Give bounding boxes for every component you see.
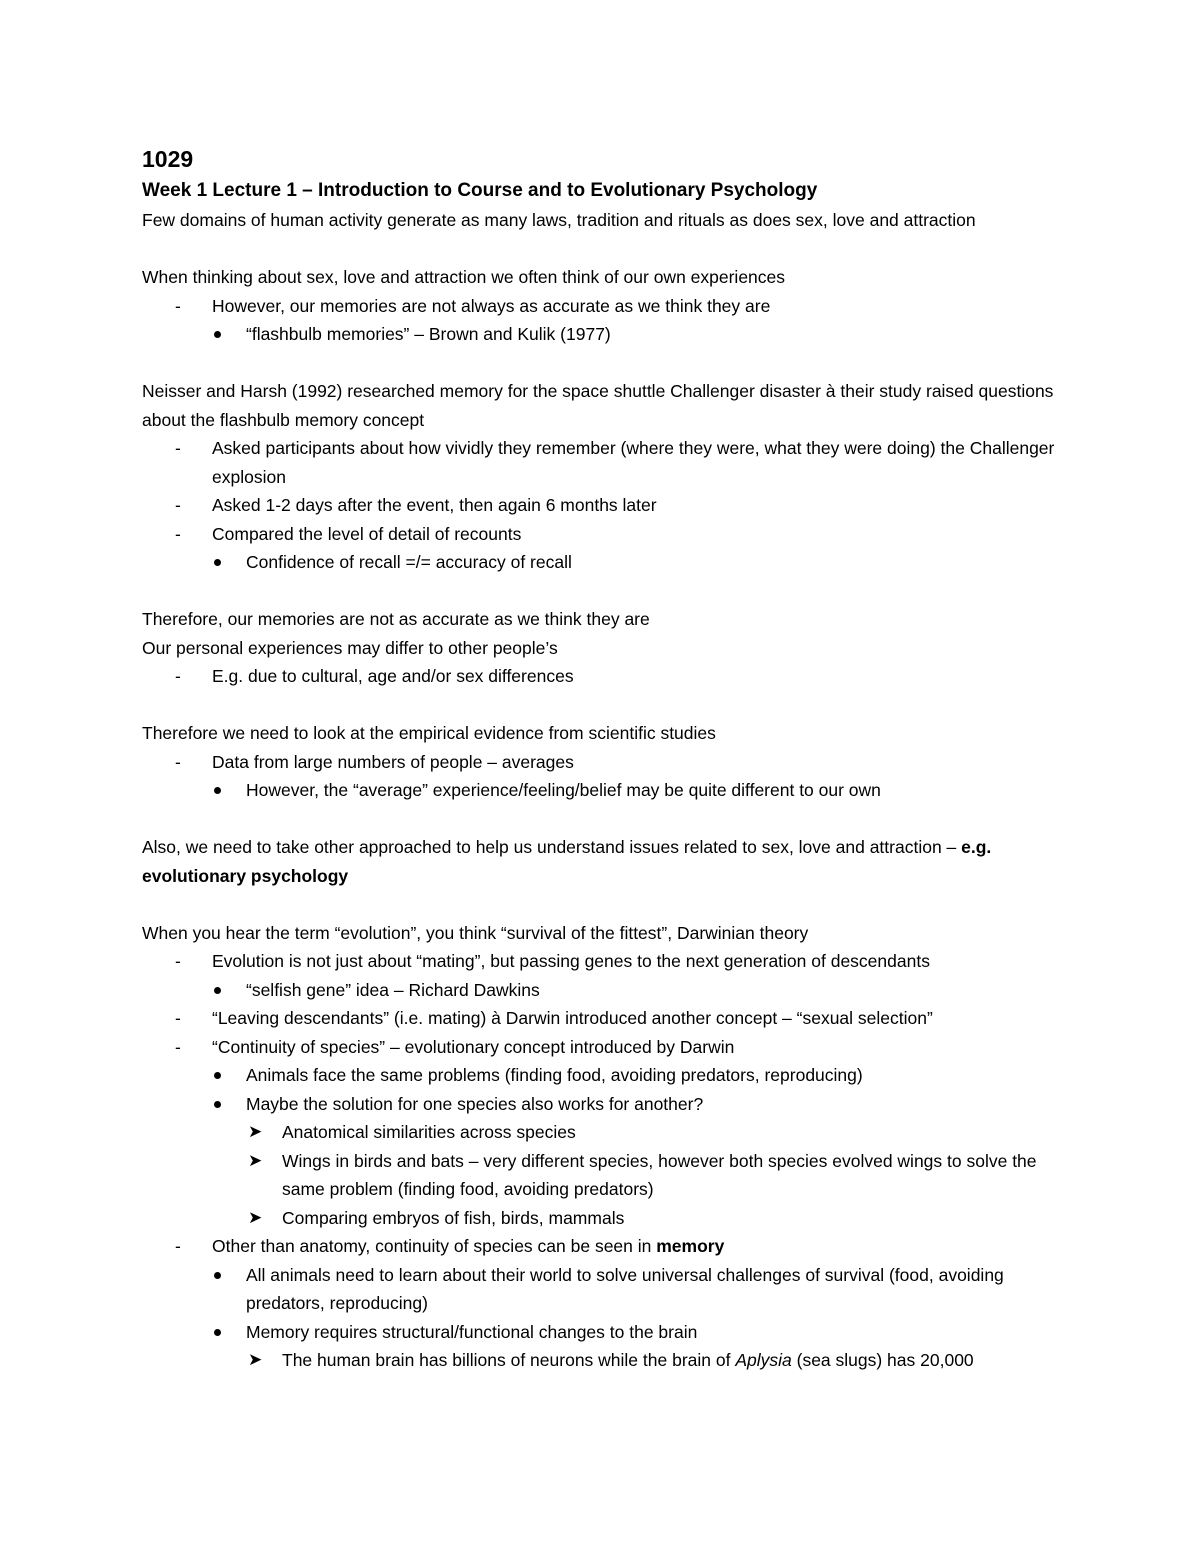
list-item	[142, 1318, 1082, 1347]
list-item	[142, 1004, 1082, 1033]
paragraph-other-approaches	[142, 833, 1082, 890]
paragraph-evolution: When you hear the term “evolution”, you think “survival of the fittest”, Darwinian theory	[142, 922, 809, 943]
list-item	[142, 748, 1082, 777]
bullet-icon	[214, 776, 221, 805]
bullet-icon	[214, 1090, 221, 1119]
list-item	[142, 1090, 1082, 1119]
dash-marker	[175, 947, 181, 976]
bullet-icon	[214, 548, 221, 577]
list-item-text: Comparing embryos of fish, birds, mammals	[282, 1207, 625, 1228]
dash-marker	[175, 491, 181, 520]
blank-line	[142, 349, 1082, 378]
list-item	[142, 1033, 1082, 1062]
bullet-icon	[214, 1261, 221, 1290]
bullet-icon	[214, 1318, 221, 1347]
list-item-text: Animals face the same problems (finding food, avoiding predators, reproducing)	[246, 1065, 863, 1085]
list-item	[142, 292, 1082, 321]
list-item-text: Compared the level of detail of recounts	[212, 523, 522, 544]
list-item-text: “Leaving descendants” (i.e. mating) à Darwin introduced another concept – “sexual selection”	[212, 1008, 933, 1028]
list-item	[142, 1232, 1082, 1261]
list-item-text: However, our memories are not always as accurate as we think they are	[212, 295, 771, 316]
list-item-text: Data from large numbers of people – averages	[212, 751, 574, 772]
list-item	[142, 1118, 1082, 1147]
paragraph-text: Also, we need to take other approached to help us understand issues related to sex, love and attraction –	[142, 837, 962, 857]
intro-paragraph: Few domains of human activity generate as many laws, tradition and rituals as does sex, love and attraction	[142, 210, 976, 230]
blank-line	[142, 235, 1082, 264]
course-number: 1029	[142, 146, 194, 172]
list-item-text: E.g. due to cultural, age and/or sex differences	[212, 666, 574, 686]
paragraph-own-experiences: When thinking about sex, love and attraction we often think of our own experiences	[142, 267, 786, 287]
list-item	[142, 520, 1082, 549]
list-item	[142, 320, 1082, 349]
list-item	[142, 434, 1082, 491]
list-item-text: Asked 1-2 days after the event, then again 6 months later	[212, 495, 657, 515]
list-item	[142, 976, 1082, 1005]
list-item-text: (sea slugs) has 20,000	[791, 1350, 974, 1370]
list-item-text: Maybe the solution for one species also works for another?	[246, 1093, 704, 1114]
dash-marker	[175, 1004, 181, 1033]
blank-line	[142, 890, 1082, 919]
list-item	[142, 947, 1082, 976]
arrow-bullet-icon: ➤	[248, 1350, 263, 1369]
list-item	[142, 491, 1082, 520]
dash-marker	[175, 520, 181, 549]
paragraph-empirical-evidence: Therefore we need to look at the empirical evidence from scientific studies	[142, 723, 716, 743]
dash-marker	[175, 662, 181, 691]
blank-line	[142, 577, 1082, 606]
list-item	[142, 776, 1082, 805]
list-item-text: “flashbulb memories” – Brown and Kulik (1977)	[246, 324, 611, 344]
list-item-text: However, the “average” experience/feeling/belief may be quite different to our own	[246, 780, 881, 800]
blank-line	[142, 805, 1082, 834]
italic-term: Aplysia	[735, 1350, 792, 1370]
list-item	[142, 1147, 1082, 1204]
paragraph-neisser-harsh: Neisser and Harsh (1992) researched memory for the space shuttle Challenger disaster à their study raised questions about the flashbulb memory concept	[142, 381, 1054, 430]
list-item	[142, 548, 1082, 577]
list-item-text: Asked participants about how vividly they remember (where they were, what they were doing) the Challenger explosion	[212, 438, 1055, 487]
list-item-text: Memory requires structural/functional changes to the brain	[246, 1321, 698, 1342]
list-item-text: Wings in birds and bats – very different species, however both species evolved wings to solve the same problem (finding food, avoiding predators)	[282, 1150, 1037, 1199]
list-item-text: Other than anatomy, continuity of species can be seen in	[212, 1236, 657, 1256]
list-item	[142, 662, 1082, 691]
bold-term: memory	[656, 1236, 725, 1256]
list-item-text: Anatomical similarities across species	[282, 1122, 576, 1142]
list-item	[142, 1261, 1082, 1318]
list-item-text: The human brain has billions of neurons while the brain of	[282, 1350, 736, 1370]
arrow-bullet-icon: ➤	[248, 1207, 263, 1227]
list-item-text: Evolution is not just about “mating”, but passing genes to the next generation of descendants	[212, 951, 930, 971]
list-item	[142, 1346, 1082, 1375]
dash-marker	[175, 292, 181, 321]
list-item-text: “Continuity of species” – evolutionary concept introduced by Darwin	[212, 1036, 735, 1057]
list-item-text: All animals need to learn about their world to solve universal challenges of survival (food, avoiding predators, reproducing)	[246, 1264, 1004, 1313]
dash-marker	[175, 1232, 181, 1261]
lecture-title: Week 1 Lecture 1 – Introduction to Course and to Evolutionary Psychology	[142, 180, 818, 201]
blank-line	[142, 691, 1082, 720]
dash-marker	[175, 748, 181, 777]
list-item-text: Confidence of recall =/= accuracy of recall	[246, 552, 572, 572]
dash-marker	[175, 434, 181, 463]
paragraph-personal-experiences: Our personal experiences may differ to other people’s	[142, 637, 558, 658]
bullet-icon	[214, 1061, 221, 1090]
document-body	[142, 142, 1082, 1375]
dash-marker	[175, 1033, 181, 1062]
arrow-bullet-icon: ➤	[248, 1122, 263, 1141]
bullet-icon	[214, 320, 221, 349]
list-item	[142, 1061, 1082, 1090]
list-item	[142, 1204, 1082, 1233]
list-item-text: “selfish gene” idea – Richard Dawkins	[246, 979, 540, 1000]
arrow-bullet-icon: ➤	[248, 1150, 263, 1170]
bold-term: e.g. evolutionary psychology	[142, 837, 992, 886]
bullet-icon	[214, 976, 221, 1005]
paragraph-memories-accuracy: Therefore, our memories are not as accurate as we think they are	[142, 609, 650, 629]
